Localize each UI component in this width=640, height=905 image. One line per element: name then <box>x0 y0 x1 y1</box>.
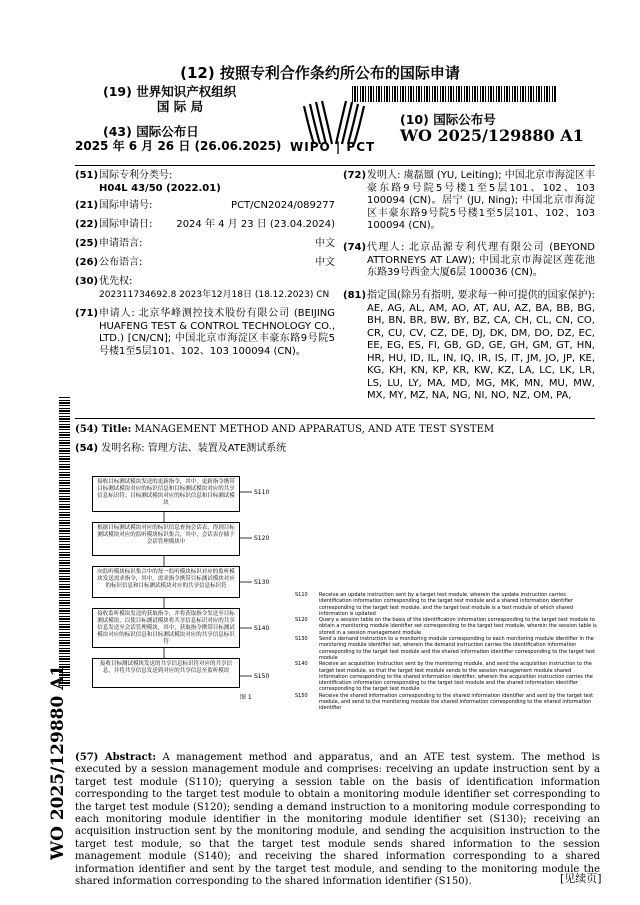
header-left-block <box>75 84 285 154</box>
left-biblio-column <box>75 170 335 370</box>
abstract-block <box>75 752 600 888</box>
title-cn-code: (54) <box>75 443 99 454</box>
step-number: S130 <box>295 636 308 643</box>
flow-step-label: S130 <box>254 579 270 586</box>
step-text: Receive the shared information corresponding to the shared information identifier and sent by the target test module, and send to the monitoring module the shared information corresponding to the shared information identifier <box>319 692 594 712</box>
field-label: 国际申请日: <box>99 219 153 230</box>
title-en-code: (54) <box>75 424 99 435</box>
step-number: S150 <box>295 692 308 699</box>
field-code: (81) <box>343 290 367 301</box>
title-cn: 发明名称: 管理方法、装置及ATE测试系统 <box>101 443 287 454</box>
title-en-label: Title: <box>101 424 132 435</box>
field-25 <box>75 238 335 251</box>
step-translations <box>295 592 600 712</box>
flow-step-box: 向监听模块标识集合中的每一监听模块标识对应的监听模块发送需求指令，其中，需求指令携带目标测试模块对应的标识信息和目标测试模块对应的共享信息标识符 <box>92 566 240 598</box>
wipo-pct-wordmark: WIPO | PCT <box>290 140 376 154</box>
pub-date-label-text: 国际公布日 <box>136 124 199 139</box>
step-row <box>295 661 600 692</box>
field-value: PCT/CN2024/089277 <box>231 200 335 211</box>
field-text: 代理人: 北京品源专利代理有限公司 (BEYOND ATTORNEYS AT LAW); 中国北京市海淀区莲花池东路39号西金大厦6层 100036 (CN)。 <box>367 242 595 278</box>
continued-marker: [见续页] <box>560 872 602 885</box>
abstract-label: Abstract: <box>104 752 157 763</box>
field-code: (21) <box>75 200 99 211</box>
field-71 <box>75 308 335 358</box>
field-code: (25) <box>75 238 99 249</box>
step-text: Receive an update instruction sent by a target test module, wherein the update instruction carries identification information corresponding to the target test module and a shared information identifier corresponding to the target test module, and the target test module is a test module of which shared information is updated <box>319 592 574 617</box>
field-code: (51) <box>75 170 99 181</box>
field-code: (30) <box>75 276 99 287</box>
field-label: 国际专利分类号: <box>99 170 173 181</box>
biblio-divider <box>75 418 595 419</box>
field-label: 国际申请号: <box>99 200 153 211</box>
field-code: (26) <box>75 257 99 268</box>
org-code: (19) <box>103 84 132 99</box>
step-row <box>295 592 600 617</box>
title-en-line <box>75 424 595 437</box>
field-21 <box>75 200 335 213</box>
field-value: 202311734692.8 2023年12月18日 (18.12.2023) CN <box>99 289 330 300</box>
field-code: (22) <box>75 219 99 230</box>
field-label: 申请人: 北京华峰测控技术股份有限公司 (BEIJING HUAFENG TEST & CONTROL TECHNOLOGY CO., LTD.) [CN/CN]; 中国北京市海淀区丰豪东路9号院5号楼1至5层101、102、103 100094 (CN)。 <box>99 308 335 357</box>
side-barcode-image <box>59 396 70 686</box>
field-72 <box>343 170 595 233</box>
step-number: S140 <box>295 661 308 668</box>
publication-date-label <box>75 124 285 139</box>
abstract-code: (57) <box>75 752 99 763</box>
field-text: 指定国(除另有指明, 要求每一种可提供的国家保护): AE, AG, AL, AM, AO, AT, AU, AZ, BA, BB, BG, BH, BN, BR, BW, BY, BZ, CA, CH, CL, CN, CO, CR, CU, CV, CZ, DE, DJ, DK, DM, DO, DZ, EC, EE, EG, ES, FI, GB, GD, GE, GH, GM, GT, HN, HR, HU, ID, IL, IN, IQ, IR, IS, IT, JM, JO, JP, KE, KG, KH, KN, KP, KR, KW, KZ, LA, LC, LK, LR, LS, LU, LY, MA, MD, MG, MK, MN, MU, MW, MX, MY, MZ, NA, NG, NI, NO, NZ, OM, PA, <box>367 290 595 401</box>
field-value: 中文 <box>315 238 335 249</box>
step-row <box>295 617 600 636</box>
document-type-heading: (12) 按照专利合作条约所公布的国际申请 <box>180 64 460 82</box>
step-text: Send a demand instruction to a monitoring module corresponding to each monitoring module identifier in the monitoring module identifier set, wherein the demand instruction carries the identification information corresponding to the target test module and the shared information identifier corresponding to the target test module <box>319 636 596 661</box>
flow-step-box: 根据目标测试模块对应的标识信息查询会话表，得到目标测试模块对应的监听模块标识集合，其中，会话表存储于会话管理模块中 <box>92 522 240 556</box>
field-label: 优先权: <box>99 276 133 287</box>
field-81 <box>343 290 595 403</box>
bureau-name: 国 际 局 <box>156 99 204 114</box>
field-label: 公布语言: <box>99 257 143 268</box>
barcode-image <box>352 86 557 102</box>
field-30 <box>75 276 335 301</box>
field-value: 2024 年 4 月 23 日 (23.04.2024) <box>176 219 335 230</box>
flow-step-box: 接收监听模块发送的获取指令，并将获取指令发送至目标测试模块，以使目标测试模块将共享信息标识对应的共享信息发送至会话管理模块，其中，获取指令携带目标测试模块对应的标识信息和目标测试模块对应的共享信息标识符 <box>92 608 240 648</box>
field-74 <box>343 242 595 280</box>
field-code: (71) <box>75 308 99 319</box>
pub-no-label-text: 国际公布号 <box>433 112 496 127</box>
field-26 <box>75 257 335 270</box>
right-biblio-column <box>343 170 595 420</box>
abstract-text: A management method and apparatus, and an ATE test system. The method is executed by a session management module and comprises: receiving an update instruction sent by a target test module (S110); querying a session table on the basis of identification information corresponding to the target test module to obtain a monitoring module identifier set corresponding to the target test module (S120); sending a demand instruction to a monitoring module corresponding to each monitoring module identifier in the monitoring module identifier set (S130); receiving an acquisition instruction sent by the monitoring module, and sending the acquisition instruction to the target test module, so that the target test module sends shared information to the session management module (S140); and receiving the shared information corresponding to a shared information identifier and sent by the target test module, and sending to the monitoring module the shared information corresponding to the shared information identifier (S150). <box>75 752 600 888</box>
pub-no-code: (10) <box>400 112 429 127</box>
organization-line <box>75 84 285 99</box>
title-cn-line <box>75 443 595 456</box>
field-value: H04L 43/50 (2022.01) <box>99 182 221 194</box>
field-label: 申请语言: <box>99 238 143 249</box>
figure-label: 图 1 <box>240 694 252 701</box>
flow-step-box: 接收目标测试模块发送的共享信息标识符对应的共享信息，并将共享信息发送到对应的共享信息至监听模块 <box>92 658 240 688</box>
publication-number: WO 2025/129880 A1 <box>400 126 584 145</box>
field-code: (74) <box>343 242 367 253</box>
step-number: S120 <box>295 617 308 624</box>
flow-step-label: S120 <box>254 535 270 542</box>
step-row <box>295 636 600 661</box>
publication-date: 2025 年 6 月 26 日 (26.06.2025) <box>75 139 282 153</box>
field-text: 发明人: 虞磊颋 (YU, Leiting); 中国北京市海淀区丰豪东路9号院5号楼1至5层101、102、103 100094 (CN)。居宁 (JU, Ning); 中国北京市海淀区丰豪东路9号院5号楼1至5层101、102、103 100094 (CN)。 <box>367 170 595 231</box>
step-number: S110 <box>295 592 308 598</box>
organization-name: 世界知识产权组织 <box>136 84 237 99</box>
step-row <box>295 693 600 712</box>
pub-date-code: (43) <box>103 124 132 139</box>
step-text: Query a session table on the basis of the identification information corresponding to the target test module to obtain a monitoring module identifier set corresponding to the target test module, wherein the session table is stored in a session management module <box>319 617 597 636</box>
header-divider <box>75 165 595 166</box>
title-en: MANAGEMENT METHOD AND APPARATUS, AND ATE TEST SYSTEM <box>134 424 495 435</box>
field-51 <box>75 170 335 195</box>
flow-step-label: S150 <box>254 673 270 680</box>
field-value: 中文 <box>315 257 335 268</box>
field-code: (72) <box>343 170 367 181</box>
field-22 <box>75 219 335 232</box>
flow-step-box: 接收目标测试模块发送的更新指令，其中，更新指令携带目标测试模块对应的标识信息和目标测试模块对应的共享信息标识符；目标测试模块对应的标识信息和目标测试模块 <box>92 476 240 512</box>
flow-step-label: S110 <box>254 489 270 496</box>
side-publication-number: WO 2025/129880 A1 <box>48 664 68 860</box>
flowchart-figure <box>80 470 290 745</box>
step-text: Receive an acquisition instruction sent by the monitoring module, and send the acquisition instruction to the target test module, so that the target test module sends to the session management module shared information corresponding to the shared information identifier, wherein the acquisition instruction carries the identification information corresponding to the target test module and the shared information identifier corresponding to the target test module <box>319 661 593 693</box>
flow-step-label: S140 <box>254 625 270 632</box>
